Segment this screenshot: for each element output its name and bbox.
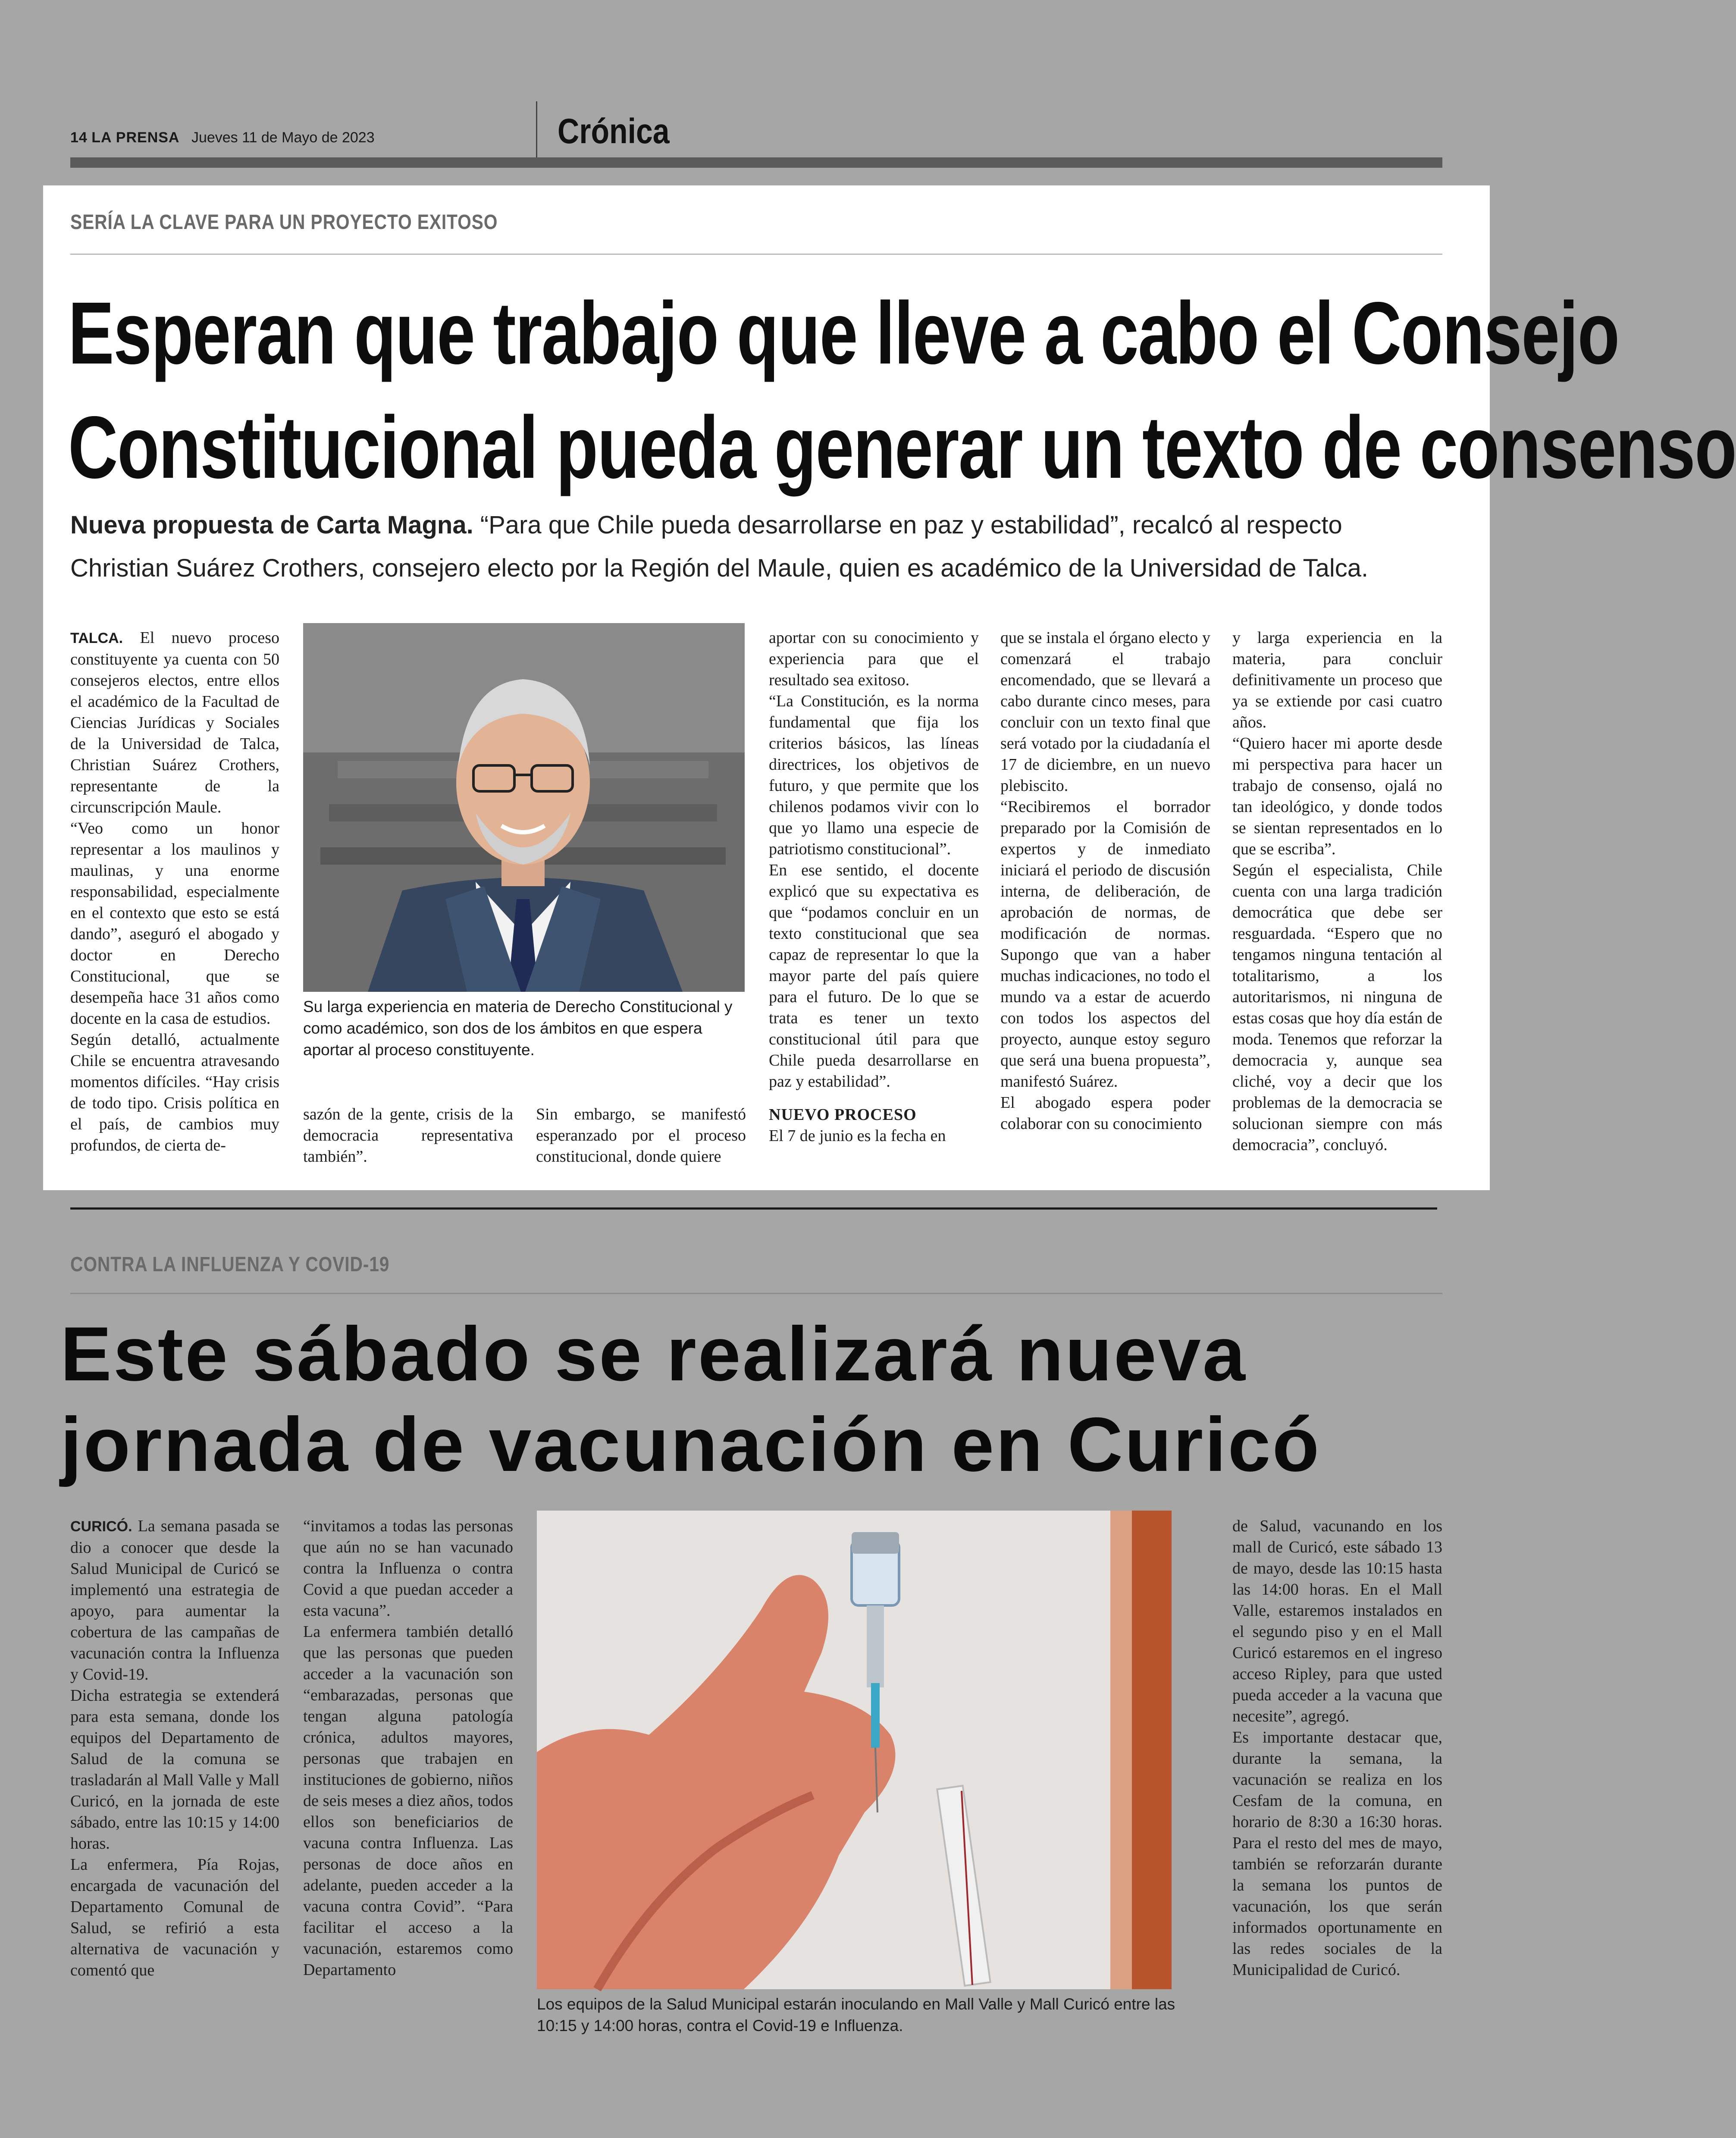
page-header-info <box>70 129 375 146</box>
article1-headline-line1: Esperan que trabajo que lleve a cabo el Consejo <box>68 284 1619 382</box>
article2-photo <box>537 1511 1172 1989</box>
header-rule <box>70 157 1442 168</box>
article1-photo <box>303 623 745 992</box>
article2-headline-line1: Este sábado se realizará nueva <box>60 1311 1247 1397</box>
article2-photo-caption: Los equipos de la Salud Municipal estarán inoculando en Mall Valle y Mall Curicó entre las 10:15 y 14:00 horas, contra el Covid-19 e Influenza. <box>537 1995 1175 2035</box>
issue-date: Jueves 11 de Mayo de 2023 <box>191 129 375 146</box>
article1-deck-lead: Nueva propuesta de Carta Magna. <box>70 511 473 539</box>
article1-column-4: aportar con su conocimiento y experiencia para que el resultado sea exitoso. “La Constitución, es la norma fundamental que fija los criterios básicos, las líneas directrices, los objetivos de futuro, y que permite que los chilenos podamos vivir con lo que yo llamo una especie de patriotismo constitucional”. En ese sentido, el docente explicó que su expectativa es que “podamos concluir en un texto constitucional que sea capaz de representar lo que la mayor parte del país quiere para el futuro. De lo que se trata es tener un texto constitucional útil para que Chile pueda desarrollarse en paz y estabilidad”. NUEVO PROCESO El 7 de junio es la fecha en <box>769 629 979 1145</box>
article1-kicker-rule <box>70 254 1442 255</box>
section-title: Crónica <box>558 112 670 151</box>
article1-column-5: que se instala el órgano electo y comenzará el trabajo encomendado, que se llevará a cabo durante cinco meses, para concluir con un texto final que será votado por la ciudadanía el 17 de diciembre, en un nuevo plebiscito. “Recibiremos el borrador preparado por la Comisión de expertos y de inmediato iniciará el periodo de discusión interna, de deliberación, de aprobación de normas, de modificación de normas. Supongo que van a haber muchas indicaciones, no todo el mundo va a estar de acuerdo con todos los aspectos del proyecto, aunque estoy seguro que será una buena propuesta”, manifestó Suárez. El abogado espera poder colaborar con su conocimiento <box>1000 629 1210 1133</box>
article2-column-3: de Salud, vacunando en los mall de Curicó, este sábado 13 de mayo, desde las 10:15 hasta las 14:00 horas. En el Mall Valle, estaremos instalados en el segundo piso y en el Mall Curicó estaremos en el ingreso acceso Ripley, para que usted pueda acceder a la vacuna que necesite”, agregó. Es importante destacar que, durante la semana, la vacunación se realiza en los Cesfam de la comuna, en horario de 8:30 a 16:30 horas. Para el resto del mes de mayo, también se reforzarán durante la semana los puntos de vacunación, los que serán informados oportunamente en las redes sociales de la Municipalidad de Curicó. <box>1232 1517 1442 1979</box>
portrait-man-icon <box>303 623 745 992</box>
article1-photo-caption: Su larga experiencia en materia de Derecho Constitucional y como académico, son dos de los ámbitos en que espera aportar al proceso constituyente. <box>303 998 733 1059</box>
publication-name: LA PRENSA <box>91 129 180 146</box>
article2-headline <box>60 1309 1321 1490</box>
article1-column-1: TALCA. El nuevo proceso constituyente ya cuenta con 50 consejeros electos, entre ellos el académico de la Facultad de Ciencias Jurídicas y Sociales de la Universidad de Talca, Christian Suárez Crothers, representante de la circunscripción Maule. “Veo como un honor representar a los maulinos y maulinas, y una enorme responsabilidad, especialmente en el contexto que esto se está dando”, aseguró el abogado y doctor en Derecho Constitucional, que se desempeña hace 31 años como docente en la casa de estudios. Según detalló, actualmente Chile se encuentra atravesando momentos difíciles. “Hay crisis de todo tipo. Crisis política en el país, de cambios muy profundos, de cierta de- <box>70 629 279 1154</box>
page-number: 14 <box>70 129 88 146</box>
vaccine-syringe-icon <box>537 1511 1172 1989</box>
article1-subhead: NUEVO PROCESO <box>769 1106 917 1124</box>
article1-column-3: Sin embargo, se manifestó esperanzado por el proceso constitucional, donde quiere <box>536 1105 746 1166</box>
article2-column-2: “invitamos a todas las personas que aún no se han vacunado contra la Influenza o contra Covid a que puedan acceder a esta vacuna”. La enfermera también detalló que las personas que pueden acceder a la vacunación son “embarazadas, personas que tengan alguna patología crónica, adultos mayores, personas que trabajen en instituciones de gobierno, niños de seis meses a diez años, todos ellos son beneficiarios de vacuna contra Influenza. Las personas de doce años en adelante, pueden acceder a la vacuna contra Covid”. “Para facilitar el acceso a la vacunación, estaremos como Departamento <box>303 1517 513 1979</box>
article2-headline-line2: jornada de vacunación en Curicó <box>60 1401 1321 1487</box>
header-divider <box>536 101 537 157</box>
article1-column-6: y larga experiencia en la materia, para concluir definitivamente un proceso que ya se extiende por casi cuatro años. “Quiero hacer mi aporte desde mi perspectiva para hacer un trabajo de consenso, ojalá no tan ideológico, y donde todos se sientan representados en lo que se escriba”. Según el especialista, Chile cuenta con una larga tradición democrática que debe ser resguardada. “Espero que no tengamos ninguna tentación al totalitarismo, a los autoritarismos, ni ninguna de estas cosas que hoy día están de moda. Tenemos que reforzar la democracia y, aunque sea cliché, voy a decir que los problemas de la democracia se solucionan siempre con más democracia”, concluyó. <box>1232 629 1442 1154</box>
article1-deck-line2: Christian Suárez Crothers, consejero electo por la Región del Maule, quien es académico de la Universidad de Talca. <box>70 554 1369 582</box>
article1-kicker: SERÍA LA CLAVE PARA UN PROYECTO EXITOSO <box>70 211 498 234</box>
article1-headline <box>68 276 1736 505</box>
article1-headline-line2: Constitucional pueda generar un texto de consenso <box>68 398 1736 497</box>
article1-dateline: TALCA. <box>70 630 123 646</box>
article2-kicker-rule <box>70 1293 1442 1294</box>
article1-column-2: sazón de la gente, crisis de la democracia representativa también”. <box>303 1105 513 1166</box>
article1-deck <box>70 504 1450 590</box>
article2-dateline: CURICÓ. <box>70 1518 132 1535</box>
article1-deck-line1: “Para que Chile pueda desarrollarse en paz y estabilidad”, recalcó al respecto <box>473 511 1342 539</box>
article-divider <box>70 1207 1437 1210</box>
article2-column-1: CURICÓ. La semana pasada se dio a conocer que desde la Salud Municipal de Curicó se implementó una estrategia de apoyo, para aumentar la cobertura de las campañas de vacunación contra la Influenza y Covid-19. Dicha estrategia se extenderá para esta semana, donde los equipos del Departamento de Salud de la comuna se trasladarán al Mall Valle y Mall Curicó, en la jornada de este sábado, entre las 10:15 y 14:00 horas. La enfermera, Pía Rojas, encargada de vacunación del Departamento Comunal de Salud, se refirió a esta alternativa de vacunación y comentó que <box>70 1517 279 1979</box>
article2-kicker: CONTRA LA INFLUENZA Y COVID-19 <box>70 1253 390 1276</box>
